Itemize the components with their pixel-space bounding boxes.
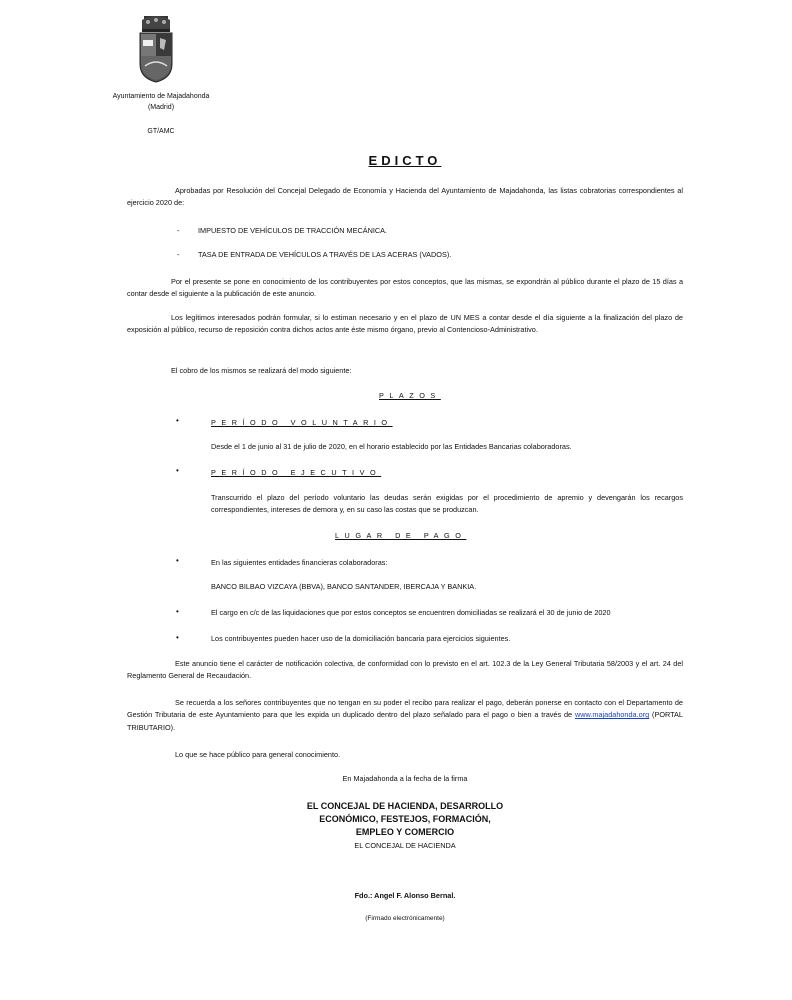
executive-period-title: PERÍODO EJECUTIVO	[211, 468, 382, 477]
bullet: •	[176, 416, 179, 425]
electronic-signature-note: (Firmado electrónicamente)	[365, 915, 445, 922]
bullet: •	[176, 607, 179, 616]
website-link[interactable]: www.majadahonda.org	[574, 710, 650, 720]
exposure-paragraph: Por el presente se pone en conocimiento de los contribuyentes por estos conceptos, que las mismas, se expondrán al público durante el plazo de 15 días a contar desde el siguiente a la publicación de este anuncio.	[127, 277, 683, 299]
reminder-text: Se recuerda a los señores contribuyentes que no tengan en su poder el recibo para realizar el pago, deberán ponerse en contacto con el Departamento de Gestión Tributaria de este Ayuntamiento para que les expida un duplicado dentro del plazo señalado para el pago o bien a través de	[127, 698, 683, 720]
bank-list: BANCO BILBAO VIZCAYA (BBVA), BANCO SANTANDER, IBERCAJA Y BANKIA.	[211, 582, 477, 591]
signatory-line-2: ECONÓMICO, FESTEJOS, FORMACIÓN,	[319, 814, 491, 824]
reminder-text-end: (PORTAL TRIBUTARIO).	[127, 710, 683, 732]
voluntary-period-text: Desde el 1 de junio al 31 de julio de 2020, en el horario establecido por las Entidades Bancarias colaboradoras.	[211, 442, 572, 451]
document-reference: GT/AMC	[147, 128, 175, 135]
executive-period-text: Transcurrido el plazo del período voluntario las deudas serán exigidas por el procedimiento de apremio y devengarán los recargos correspondientes, intereses de demora y, en su caso las costas que se produzcan.	[211, 493, 683, 515]
place-and-date: En Majadahonda a la fecha de la firma	[342, 774, 468, 783]
notice-paragraph: Este anuncio tiene el carácter de notificación colectiva, de conformidad con lo previsto en el art. 102.3 de la Ley General Tributaria 58/2003 y el art. 24 del Reglamento General de Recaudación.	[127, 659, 683, 681]
list-dash: -	[177, 226, 180, 235]
plazos-heading: PLAZOS	[379, 391, 441, 400]
voluntary-period-title: PERÍODO VOLUNTARIO	[211, 418, 393, 427]
bullet: •	[176, 633, 179, 642]
province-name: (Madrid)	[147, 104, 175, 111]
list-dash: -	[177, 250, 180, 259]
signatory-role: EL CONCEJAL DE HACIENDA	[354, 841, 456, 850]
tax-item-vados: TASA DE ENTRADA DE VEHÍCULOS A TRAVÉS DE LAS ACERAS (VADOS).	[198, 250, 452, 259]
entities-intro: En las siguientes entidades financieras colaboradoras:	[211, 558, 388, 567]
reminder-paragraph	[127, 697, 683, 734]
intro-paragraph: Aprobadas por Resolución del Concejal Delegado de Economía y Hacienda del Ayuntamiento de Majadahonda, las listas cobratorias correspondientes al ejercicio 2020 de:	[127, 186, 683, 208]
appeal-paragraph: Los legítimos interesados podrán formular, si lo estiman necesario y en el plazo de UN MES a contar desde el día siguiente a la finalización del plazo de exposición al público, recurso de reposición contra dichos actos ante éste mismo órgano, previo al Contencioso-Administrativo.	[127, 313, 683, 335]
signatory-line-3: EMPLEO Y COMERCIO	[355, 827, 455, 837]
document-title: EDICTO	[368, 153, 442, 168]
organization-name: Ayuntamiento de Majadahonda	[112, 93, 210, 100]
bullet: •	[176, 556, 179, 565]
payment-place-heading: LUGAR DE PAGO	[335, 531, 467, 540]
collection-paragraph: El cobro de los mismos se realizará del modo siguiente:	[171, 366, 352, 375]
tax-item-vehicles: IMPUESTO DE VEHÍCULOS DE TRACCIÓN MECÁNICA.	[198, 226, 388, 235]
future-debit-text: Los contribuyentes pueden hacer uso de la domiciliación bancaria para ejercicios siguientes.	[211, 634, 511, 643]
bullet: •	[176, 466, 179, 475]
signatory-name: Fdo.: Angel F. Alonso Bernal.	[354, 891, 456, 900]
municipal-coat-of-arms	[136, 14, 176, 84]
public-paragraph: Lo que se hace público para general conocimiento.	[175, 750, 341, 759]
direct-debit-text: El cargo en c/c de las liquidaciones que por estos conceptos se encuentren domiciliadas se realizará el 30 de junio de 2020	[211, 608, 611, 617]
signatory-line-1: EL CONCEJAL DE HACIENDA, DESARROLLO	[306, 801, 504, 811]
